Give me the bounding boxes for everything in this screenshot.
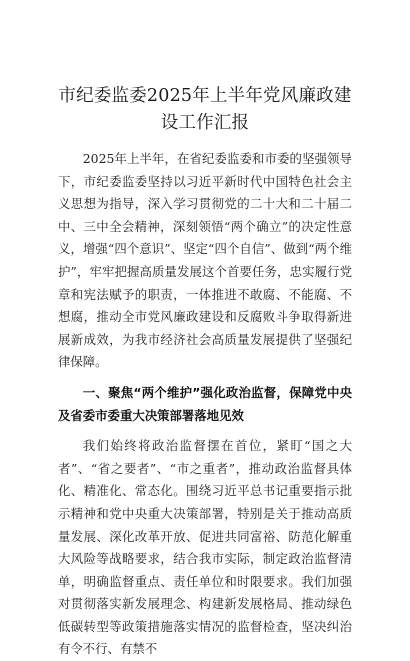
intro-paragraph: 2025年上半年，在省纪委监委和市委的坚强领导下，市纪委监委坚持以习近平新时代中国特色社会主义思想为指导，深入学习贯彻党的二十大和二十届二中、三中全会精神，深刻领悟“两个确立”的决定性意义，增强“四个意识”、坚定“四个自信”、做到“两个维护”，牢牢把握高质量发展这个首要任务，忠实履行党章和宪法赋予的职责，一体推进不敢腐、不能腐、不想腐，推动全市党风廉政建设和反腐败斗争取得新进展新成效，为我市经济社会高质量发展提供了坚强纪律保障。 [58,151,352,370]
paragraph-spacer [58,427,352,435]
section-body-paragraph: 我们始终将政治监督摆在首位，紧盯“国之大者”、“省之要者”、“市之重者”，推动政治监督具体化、精准化、常态化。围绕习近平总书记重要指示批示精神和党中央重大决策部署，特别是关于推动高质量发展、深化改革开放、促进共同富裕、防范化解重大风险等战略要求，结合我市实际，制定政治监督清单，明确监督重点、责任单位和时限要求。我们加强对贯彻落实新发展理念、构建新发展格局、推动绿色低碳转型等政策措施落实情况的监督检查，坚决纠治有令不行、有禁不 [58,438,352,657]
paragraph-spacer [58,374,352,382]
section-heading: 一、聚焦“两个维护”强化政治监督，保障党中央及省委市委重大决策部署落地见效 [58,384,352,423]
document-title: 市纪委监委2025年上半年党风廉政建设工作汇报 [58,86,352,133]
